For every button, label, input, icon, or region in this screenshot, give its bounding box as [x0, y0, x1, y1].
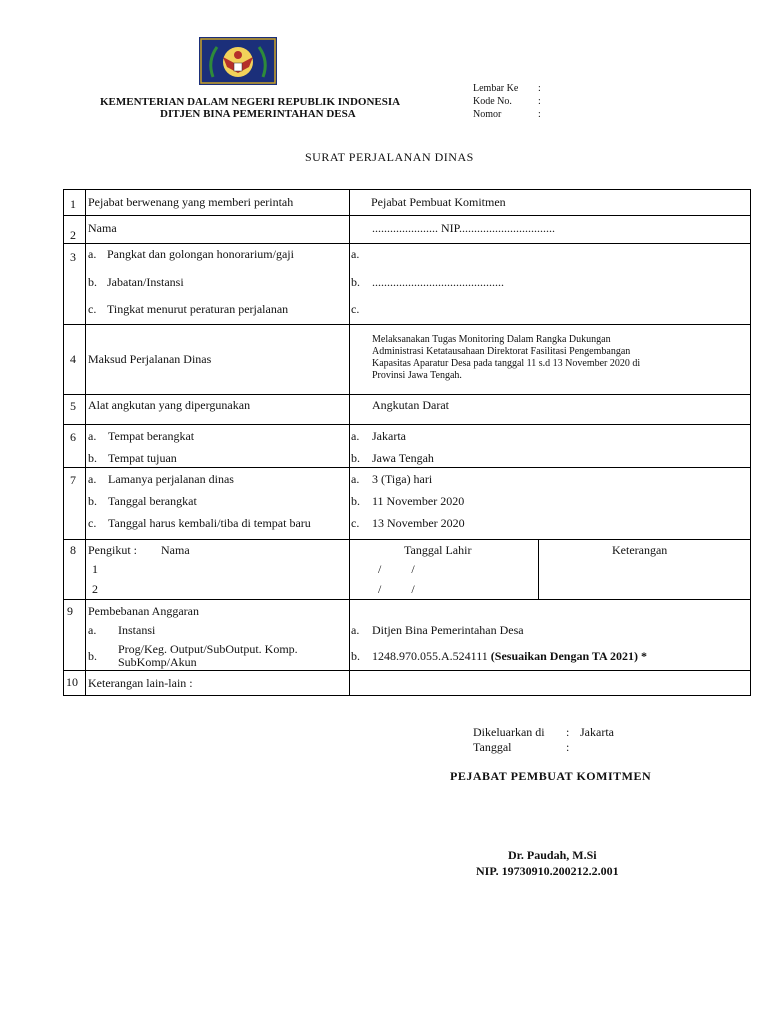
- follower-number: 1: [92, 562, 98, 576]
- value-prefix: a.: [351, 429, 360, 443]
- date-sep: :: [566, 740, 570, 754]
- value-prefix: b.: [351, 649, 360, 663]
- item-prefix: b.: [88, 275, 97, 289]
- account-asterisk: *: [638, 649, 648, 663]
- item-prefix: a.: [88, 623, 97, 637]
- item-prefix: c.: [88, 302, 97, 316]
- row-number: 2: [70, 228, 76, 242]
- row-label-rank: Pangkat dan golongan honorarium/gaji: [107, 247, 294, 261]
- column-header-note: Keterangan: [612, 543, 668, 557]
- row-number: 9: [67, 604, 73, 618]
- meta-label-number: Nomor: [473, 109, 502, 120]
- row-label-authority: Pejabat berwenang yang memberi perintah: [88, 195, 294, 209]
- signatory-position: PEJABAT PEMBUAT KOMITMEN: [450, 769, 652, 783]
- account-note: (Sesuaikan Dengan TA 2021): [490, 649, 639, 663]
- issued-at-sep: :: [566, 725, 570, 739]
- purpose-line: Melaksanakan Tugas Monitoring Dalam Rangka Dukungan: [372, 334, 611, 345]
- item-prefix: b.: [88, 451, 97, 465]
- value-prefix: b.: [351, 275, 360, 289]
- row-label-followers: Pengikut :: [88, 543, 138, 557]
- row-label-budget: Pembebanan Anggaran: [88, 604, 199, 618]
- row-value-authority: Pejabat Pembuat Komitmen: [371, 195, 506, 209]
- date-label: Tanggal: [473, 740, 512, 754]
- row-label-institution: Instansi: [118, 623, 156, 637]
- row-value-name-nip: ...................... NIP................................: [372, 221, 556, 235]
- value-prefix: b.: [351, 451, 360, 465]
- row-value-departure-place: Jakarta: [372, 429, 406, 443]
- value-prefix: a.: [351, 472, 360, 486]
- meta-label-code: Kode No.: [473, 96, 512, 107]
- meta-label-sheet: Lembar Ke: [473, 83, 519, 94]
- purpose-line: Kapasitas Aparatur Desa pada tanggal 11 s.d 13 November 2020 di: [372, 358, 641, 369]
- row-label-program: Prog/Keg. Output/SubOutput. Komp.: [118, 642, 298, 656]
- row-number: 5: [70, 399, 76, 413]
- row-value-destination: Jawa Tengah: [372, 451, 434, 465]
- directorate-name: DITJEN BINA PEMERINTAHAN DESA: [160, 108, 356, 120]
- row-label-program: SubKomp/Akun: [118, 655, 197, 669]
- row-label-departure-date: Tanggal berangkat: [108, 494, 197, 508]
- row-value-transport: Angkutan Darat: [372, 398, 449, 412]
- row-label-duration: Lamanya perjalanan dinas: [108, 472, 234, 486]
- row-number: 4: [70, 352, 76, 366]
- column-header-name: Nama: [161, 543, 190, 557]
- signatory-name: Dr. Paudah, M.Si: [508, 848, 597, 862]
- row-value-account-code: [372, 649, 647, 664]
- row-label-remarks: Keterangan lain-lain :: [88, 676, 193, 690]
- row-number: 1: [70, 197, 76, 211]
- row-label-transport: Alat angkutan yang dipergunakan: [88, 398, 251, 412]
- row-value-position: ............................................: [372, 275, 504, 289]
- row-value-duration: 3 (Tiga) hari: [372, 472, 433, 486]
- meta-sep: :: [538, 96, 541, 107]
- meta-sep: :: [538, 83, 541, 94]
- row-label-destination: Tempat tujuan: [108, 451, 177, 465]
- item-prefix: b.: [88, 494, 97, 508]
- row-number: 10: [66, 675, 78, 689]
- follower-dob: / /: [378, 582, 415, 596]
- item-prefix: a.: [88, 429, 97, 443]
- row-number: 8: [70, 543, 76, 557]
- value-prefix: c.: [351, 302, 360, 316]
- row-label-level: Tingkat menurut peraturan perjalanan: [107, 302, 289, 316]
- purpose-line: Provinsi Jawa Tengah.: [372, 370, 462, 381]
- ministry-logo-icon: [199, 37, 277, 85]
- signatory-nip: NIP. 19730910.200212.2.001: [476, 864, 619, 878]
- ministry-name: KEMENTERIAN DALAM NEGERI REPUBLIK INDONESIA: [100, 96, 401, 108]
- account-code: 1248.970.055.A.524111: [372, 649, 488, 663]
- value-prefix: a.: [351, 247, 360, 261]
- column-header-dob: Tanggal Lahir: [404, 543, 472, 557]
- value-prefix: a.: [351, 623, 360, 637]
- item-prefix: c.: [88, 516, 97, 530]
- issued-at-label: Dikeluarkan di: [473, 725, 545, 739]
- row-label-return-date: Tanggal harus kembali/tiba di tempat baru: [108, 516, 311, 530]
- issued-at-value: Jakarta: [580, 725, 614, 739]
- row-value-departure-date: 11 November 2020: [372, 494, 465, 508]
- row-number: 7: [70, 473, 76, 487]
- value-prefix: b.: [351, 494, 360, 508]
- row-label-name: Nama: [88, 221, 117, 235]
- row-label-purpose: Maksud Perjalanan Dinas: [88, 352, 212, 366]
- row-value-institution: Ditjen Bina Pemerintahan Desa: [372, 623, 524, 637]
- row-number: 3: [70, 250, 76, 264]
- row-label-position: Jabatan/Instansi: [107, 275, 184, 289]
- follower-dob: / /: [378, 562, 415, 576]
- row-label-departure-place: Tempat berangkat: [108, 429, 195, 443]
- item-prefix: a.: [88, 472, 97, 486]
- item-prefix: b.: [88, 649, 97, 663]
- value-prefix: c.: [351, 516, 360, 530]
- meta-sep: :: [538, 109, 541, 120]
- follower-number: 2: [92, 582, 98, 596]
- row-number: 6: [70, 430, 76, 444]
- row-value-return-date: 13 November 2020: [372, 516, 465, 530]
- item-prefix: a.: [88, 247, 97, 261]
- page-title: SURAT PERJALANAN DINAS: [305, 150, 474, 164]
- purpose-line: Administrasi Ketatausahaan Direktorat Fasilitasi Pengembangan: [372, 346, 631, 357]
